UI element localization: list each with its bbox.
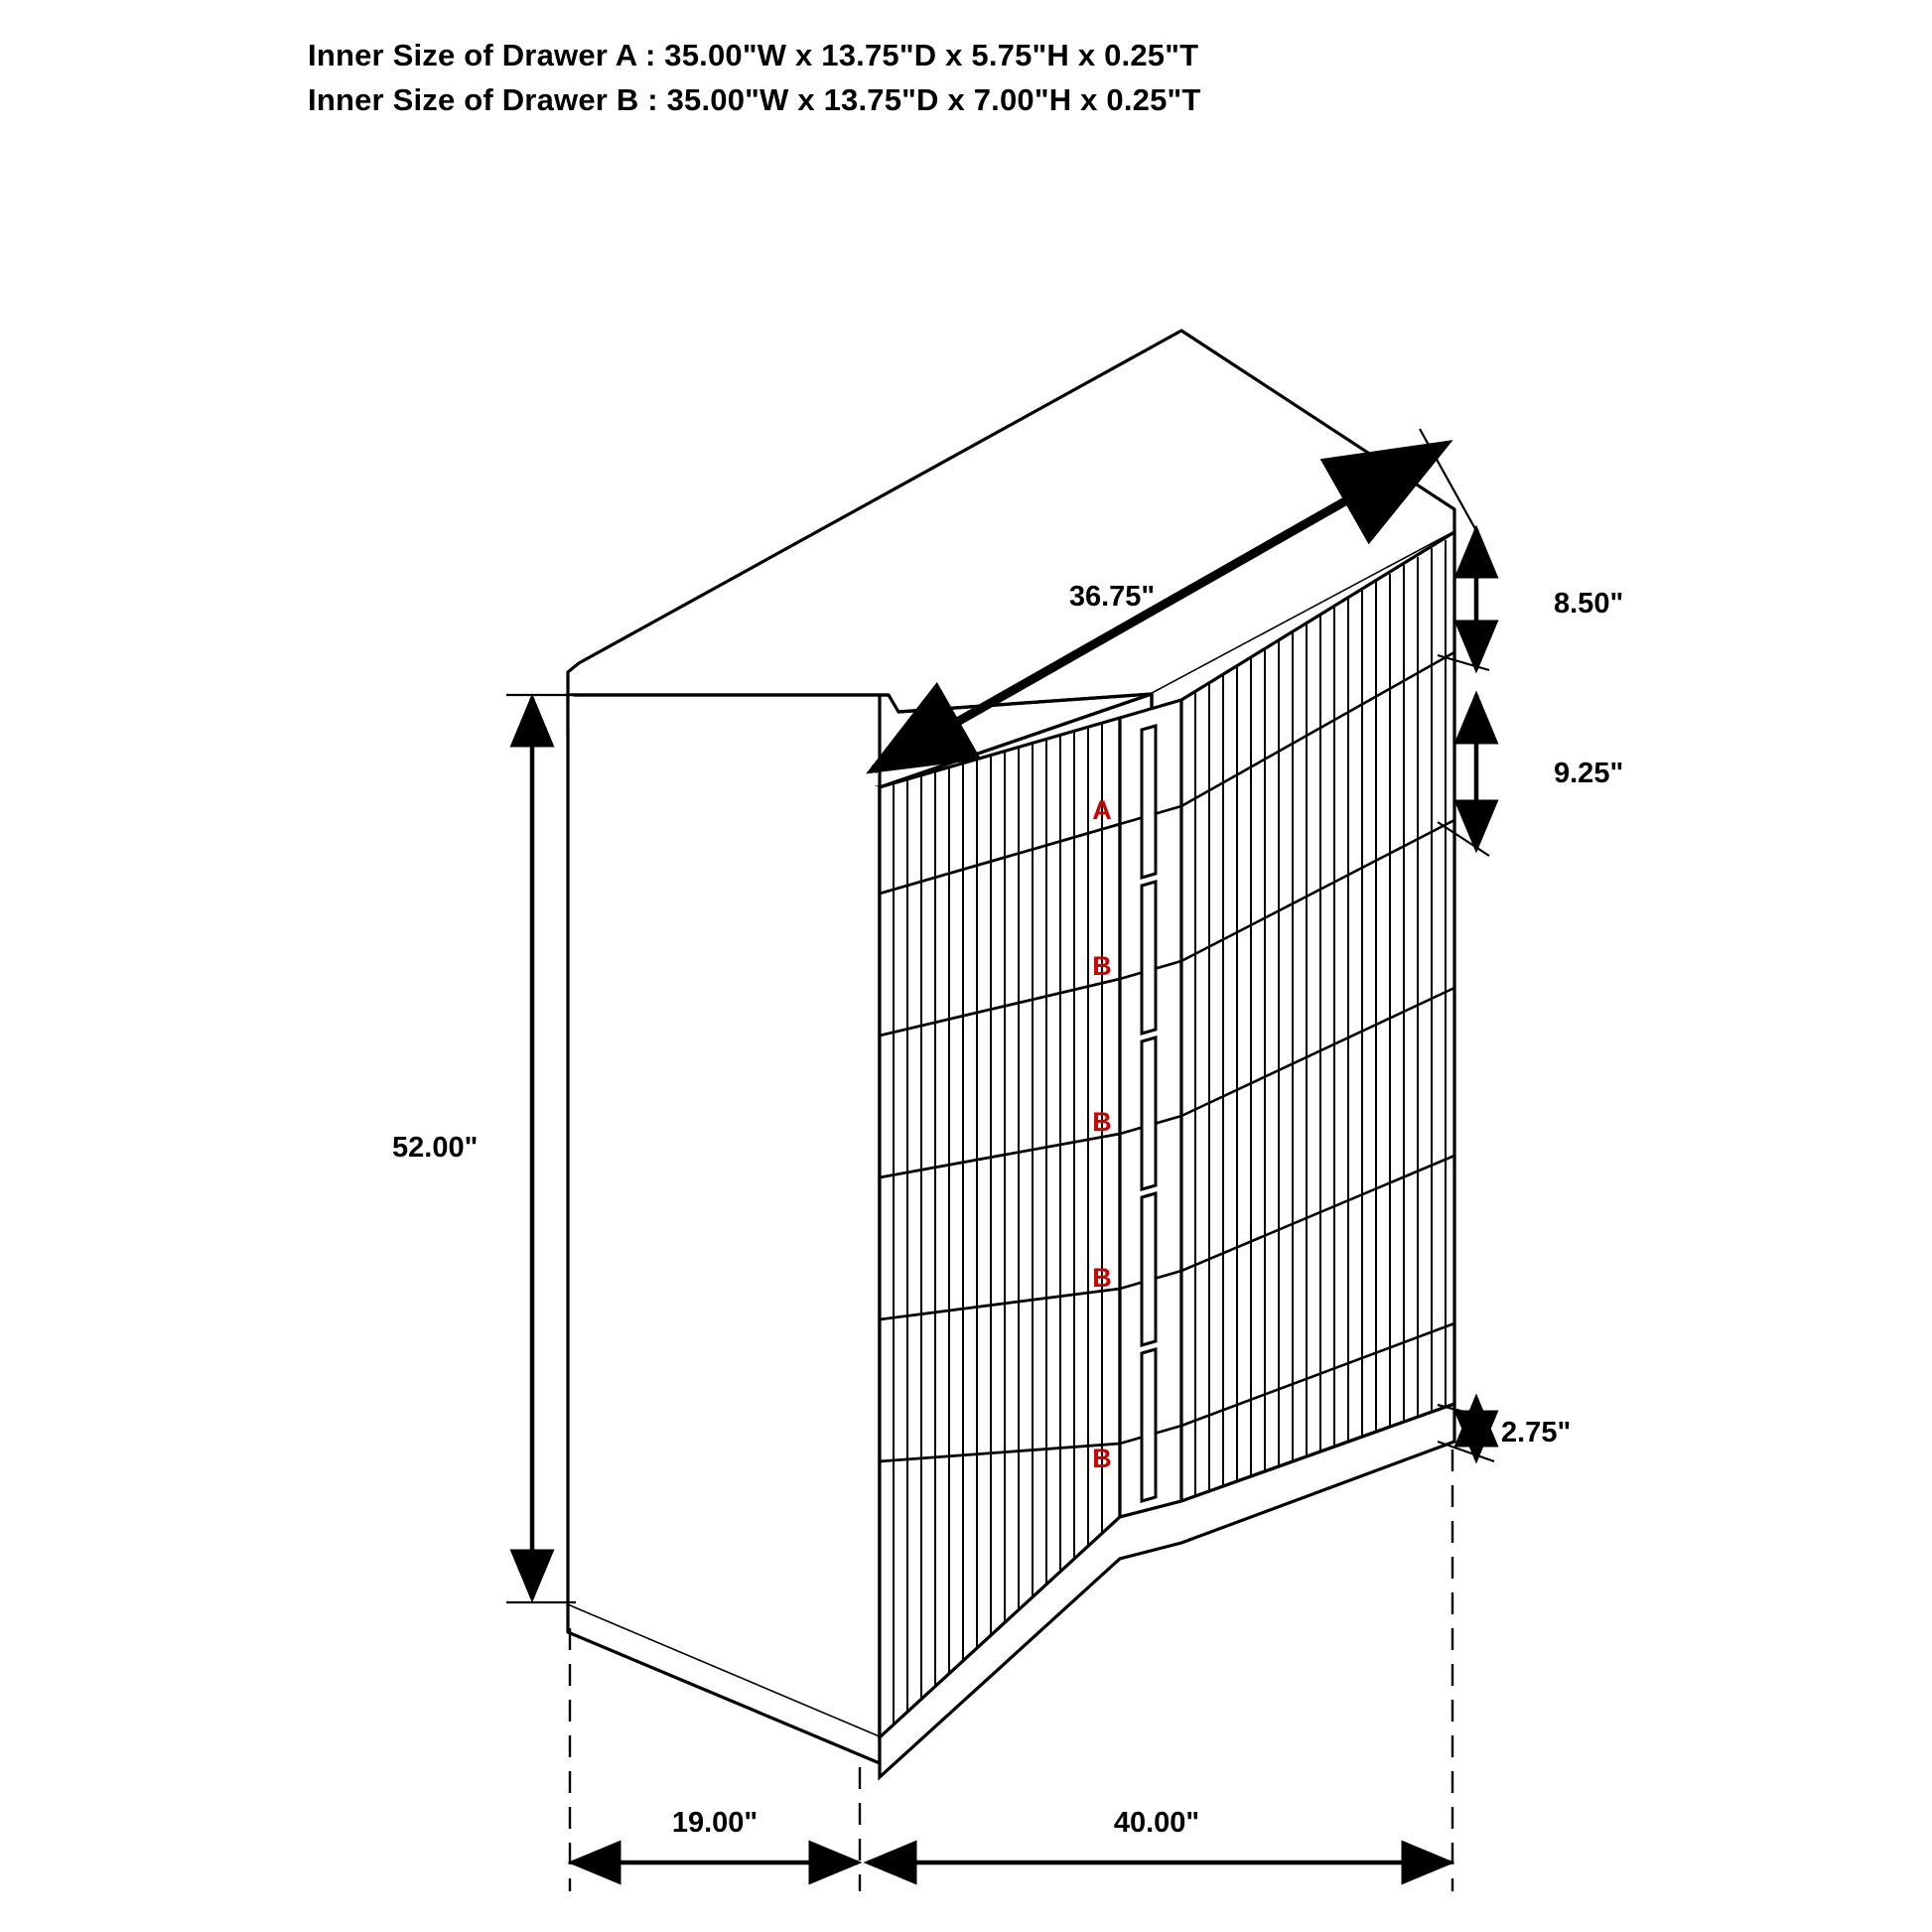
dim-2-75 [1476,1398,1571,1459]
drawer-label-2: B [1092,951,1112,981]
dim-2-75-label: 2.75" [1501,1417,1572,1449]
handle-2 [1142,882,1156,1034]
handle-5 [1142,1349,1156,1501]
handle-4 [1142,1193,1156,1345]
drawer-label-3: B [1092,1107,1112,1137]
spec-line-drawer-a: Inner Size of Drawer A : 35.00"W x 13.75"D x 5.75"H x 0.25"T [308,38,1199,72]
drawer-handles [1142,726,1156,1501]
left-side-panel [568,695,880,1737]
handle-3 [1142,1037,1156,1189]
dim-19-00-label: 19.00" [671,1807,759,1839]
spec-line-drawer-b: Inner Size of Drawer B : 35.00"W x 13.75"D x 7.00"H x 0.25"T [308,81,1201,117]
drawer-label-4: B [1092,1263,1112,1293]
dim-8-50-label: 8.50" [1554,588,1624,620]
dim-19-00 [572,1807,858,1863]
dim-9-25 [1476,695,1623,849]
dim-40-00 [868,1807,1450,1863]
dim-8-50 [1476,529,1623,669]
drawer-label-5: B [1092,1444,1112,1473]
dim-9-25-label: 9.25" [1554,758,1624,789]
dim-52-00-label: 52.00" [392,1132,479,1164]
dim-52-00 [392,695,576,1602]
dim-40-00-label: 40.00" [1113,1807,1200,1839]
dim-top-width-label: 36.75" [1068,581,1156,613]
handle-1 [1142,726,1156,878]
drawer-label-1: A [1092,795,1112,825]
